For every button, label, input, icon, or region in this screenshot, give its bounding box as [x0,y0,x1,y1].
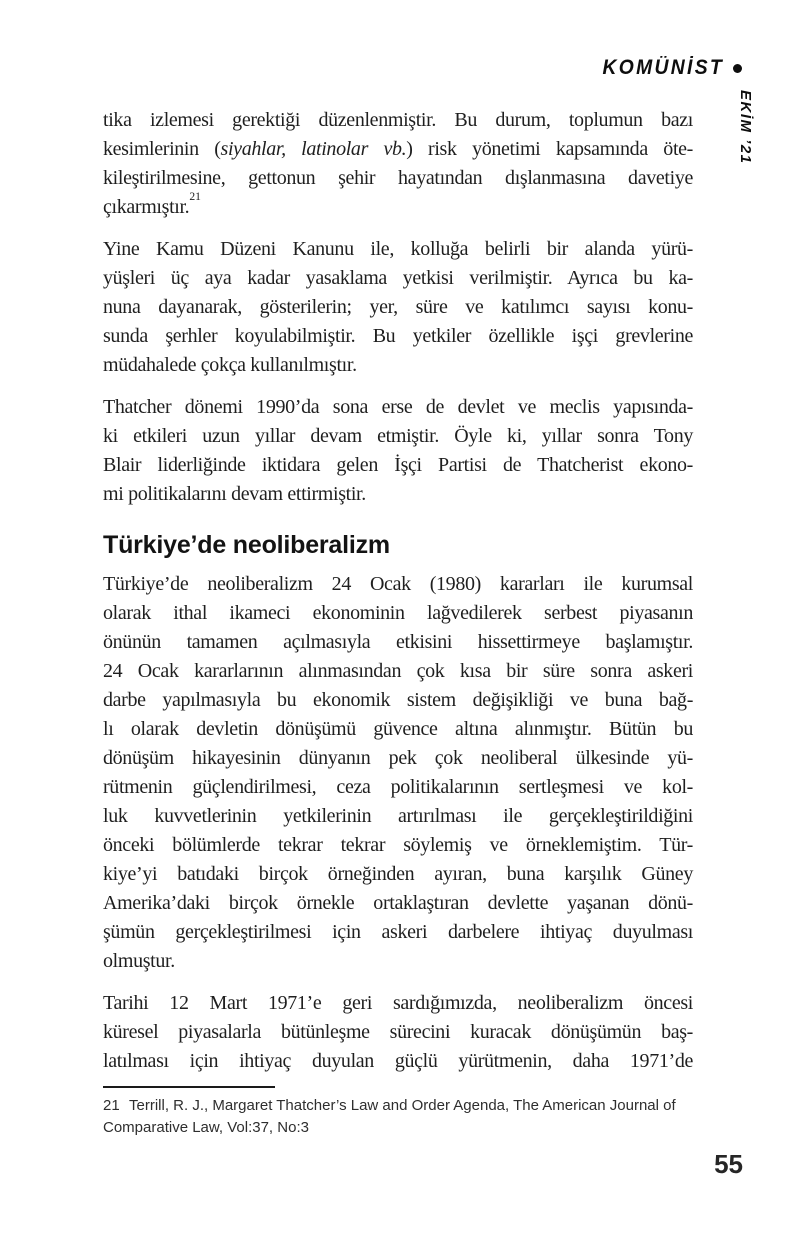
text-line: şümün gerçekleştirilmesi için askeri darbelere ihtiyaç duyulması [103,921,693,943]
footnote-text: Terrill, R. J., Margaret Thatcher’s Law and Order Agenda, The American Journal of [129,1097,676,1114]
magazine-title: KOMÜNİST [602,56,724,79]
text-line: Yine Kamu Düzeni Kanunu ile, kolluğa belirli bir alanda yürü- [103,238,693,260]
text-line: mi politikalarını devam ettirmiştir. [103,483,366,505]
text-line: lı olarak devletin dönüşümü güvence altına alınmıştır. Bütün bu [103,718,693,740]
footnote-text: Comparative Law, Vol:37, No:3 [103,1118,309,1136]
text-line: kileştirilmesine, gettonun şehir hayatından dışlanmasına davetiye [103,167,693,189]
footnote-rule [103,1086,275,1088]
text-line: latılması için ihtiyaç duyulan güçlü yürütmenin, daha 1971’de [103,1050,693,1072]
text-line: Thatcher dönemi 1990’da sona erse de devlet ve meclis yapısında- [103,396,693,418]
issue-label: EKİM ’21 [737,90,754,165]
text-line: ki etkileri uzun yıllar devam etmiştir. Öyle ki, yıllar sonra Tony [103,425,693,447]
text-line: müdahalede çokça kullanılmıştır. [103,354,357,376]
paragraph [103,393,693,509]
text-line: Amerika’daki birçok örnekle ortaklaştıran devlette yaşanan dönü- [103,892,693,914]
text-line: olmuştur. [103,950,175,972]
text-line: önceki bölümlerde tekrar tekrar söylemiş ve örneklemiştim. Tür- [103,834,693,856]
text-line: luk kuvvetlerinin yetkilerinin artırılması ile gerçekleştirildiğini [103,805,693,827]
text-line: Tarihi 12 Mart 1971’e geri sardığımızda, neoliberalizm öncesi [103,992,693,1014]
footnote-number: 21 [103,1097,120,1114]
page-number: 55 [714,1149,743,1179]
text-line: nuna dayanarak, gösterilerin; yer, süre ve katılımcı sayısı konu- [103,296,693,318]
paragraph [103,106,693,222]
text-line: dönüşüm hikayesinin dünyanın pek çok neoliberal ülkesinde yü- [103,747,693,769]
text-line: tika izlemesi gerektiği düzenlenmiştir. Bu durum, toplumun bazı [103,109,693,131]
text-line: Türkiye’de neoliberalizm 24 Ocak (1980) kararları ile kurumsal [103,573,693,595]
text-line: kesimlerinin (siyahlar, latinolar vb.) risk yönetimi kapsamında öte- [103,138,693,160]
text-line: çıkarmıştır.$^{21}$ [103,190,201,218]
text-line: yüşleri üç aya kadar yasaklama yetkisi verilmiştir. Ayrıca bu ka- [103,267,693,289]
text-line: sunda şerhler koyulabilmiştir. Bu yetkiler özellikle işçi grevlerine [103,325,693,347]
footnote [103,1086,695,1138]
article-body [103,106,693,1089]
running-head [592,56,742,80]
footnote-line [103,1117,695,1139]
text-line: olarak ithal ikameci ekonominin lağvedilerek serbest piyasanın [103,602,693,624]
text-line: 24 Ocak kararlarının alınmasından çok kısa bir süre sonra askeri [103,660,693,682]
text-line: Blair liderliğinde iktidara gelen İşçi Partisi de Thatcherist ekono- [103,454,693,476]
text-line: küresel piyasalarla bütünleşme sürecini kuracak dönüşümün baş- [103,1021,693,1043]
paragraph [103,989,693,1076]
section-heading: Türkiye’de neoliberalizm [103,531,390,559]
text-line: kiye’yi batıdaki birçok örneğinden ayıran, buna karşılık Güney [103,863,693,885]
paragraph [103,235,693,380]
text-line: darbe yapılmasıyla bu ekonomik sistem değişikliği ve buna bağ- [103,689,693,711]
text-line: önünün tamamen açılmasıyla etkisini hissettirmeye başlamıştır. [103,631,693,653]
text-line: rütmenin güçlendirilmesi, ceza politikalarının sertleşmesi ve kol- [103,776,693,798]
footnote-line [103,1095,695,1117]
bullet-icon [733,64,742,73]
paragraph [103,570,693,976]
